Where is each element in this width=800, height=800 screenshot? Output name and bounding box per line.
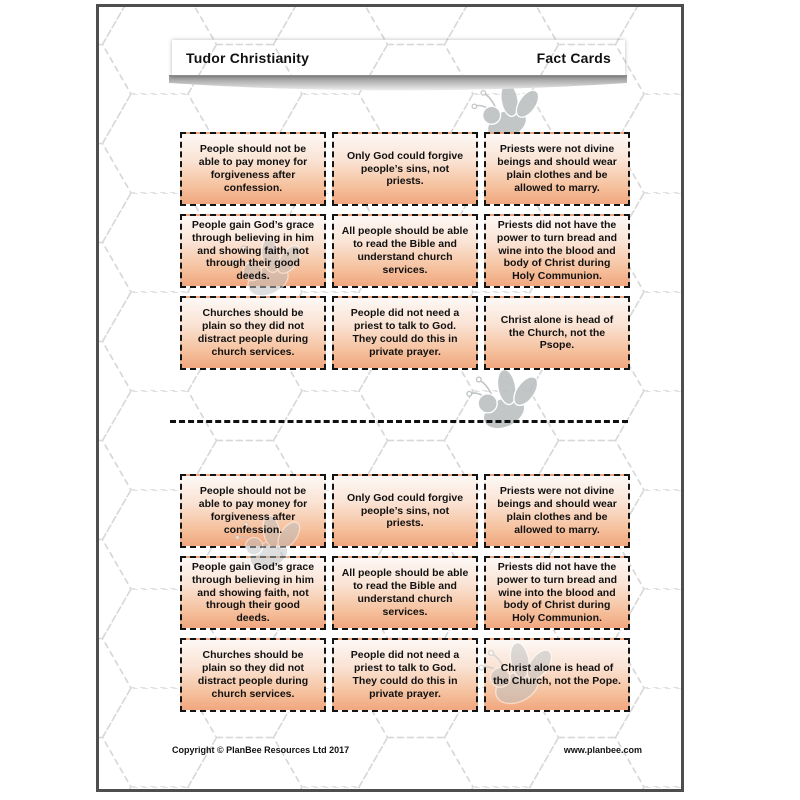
fact-card xyxy=(332,296,478,370)
header-band xyxy=(172,40,625,76)
fact-card-text: Only God could forgive people’s sins, not priests. xyxy=(346,491,464,530)
fact-card-text: People gain God’s grace through believing in him and showing faith, not through their good deeds. xyxy=(191,219,315,283)
fact-card-text: All people should be able to read the Bible and understand church services. xyxy=(341,225,469,276)
fact-card xyxy=(484,296,630,370)
fact-card xyxy=(332,132,478,206)
fact-card xyxy=(180,214,326,288)
worksheet-page xyxy=(96,4,684,792)
copyright-text: Copyright © PlanBee Resources Ltd 2017 xyxy=(172,745,350,755)
header-shadow-swoosh xyxy=(169,73,627,99)
fact-card-text: Churches should be plain so they did not distract people during church services. xyxy=(197,649,309,700)
fact-card-text: People did not need a priest to talk to God. They could do this in private prayer. xyxy=(350,649,460,700)
doc-type-label: Fact Cards xyxy=(536,50,611,66)
fact-card-text: Priests did not have the power to turn bread and wine into the blood and body of Christ during Holy Communion. xyxy=(496,561,618,625)
fact-card-text: People gain God’s grace through believing in him and showing faith, not through their good deeds. xyxy=(191,561,315,625)
fact-cards-grid-1 xyxy=(180,132,630,370)
fact-card-text: People should not be able to pay money for forgiveness after confession. xyxy=(198,485,308,536)
fact-card xyxy=(332,638,478,712)
fact-card-text: People did not need a priest to talk to God. They could do this in private prayer. xyxy=(350,307,460,358)
cut-line xyxy=(170,420,628,423)
footer xyxy=(172,745,642,755)
fact-card-text: Priests did not have the power to turn bread and wine into the blood and body of Christ during Holy Communion. xyxy=(496,219,618,283)
fact-card xyxy=(332,474,478,548)
fact-card-text: Christ alone is head of the Church, not the Pope. xyxy=(493,662,621,687)
fact-card xyxy=(332,556,478,630)
fact-cards-grid-2 xyxy=(180,474,630,712)
fact-card-text: Priests were not divine beings and should wear plain clothes and be allowed to marry. xyxy=(497,485,617,536)
fact-card-text: Churches should be plain so they did not distract people during church services. xyxy=(197,307,309,358)
fact-card-text: Christ alone is head of the Church, not the Psope. xyxy=(500,313,614,352)
fact-card xyxy=(180,132,326,206)
fact-card xyxy=(332,214,478,288)
fact-card xyxy=(180,296,326,370)
fact-card xyxy=(484,474,630,548)
fact-card xyxy=(484,214,630,288)
fact-card-text: All people should be able to read the Bible and understand church services. xyxy=(341,567,469,618)
website-url: www.planbee.com xyxy=(563,745,642,755)
fact-card xyxy=(180,638,326,712)
fact-card-text: People should not be able to pay money for forgiveness after confession. xyxy=(198,143,308,194)
bee-watermark-icon xyxy=(459,368,549,436)
fact-card xyxy=(484,132,630,206)
fact-card-text: Only God could forgive people’s sins, not priests. xyxy=(346,149,464,188)
page-title: Tudor Christianity xyxy=(186,50,310,66)
fact-card-text: Priests were not divine beings and should wear plain clothes and be allowed to marry. xyxy=(497,143,617,194)
fact-card xyxy=(484,556,630,630)
fact-card xyxy=(180,556,326,630)
